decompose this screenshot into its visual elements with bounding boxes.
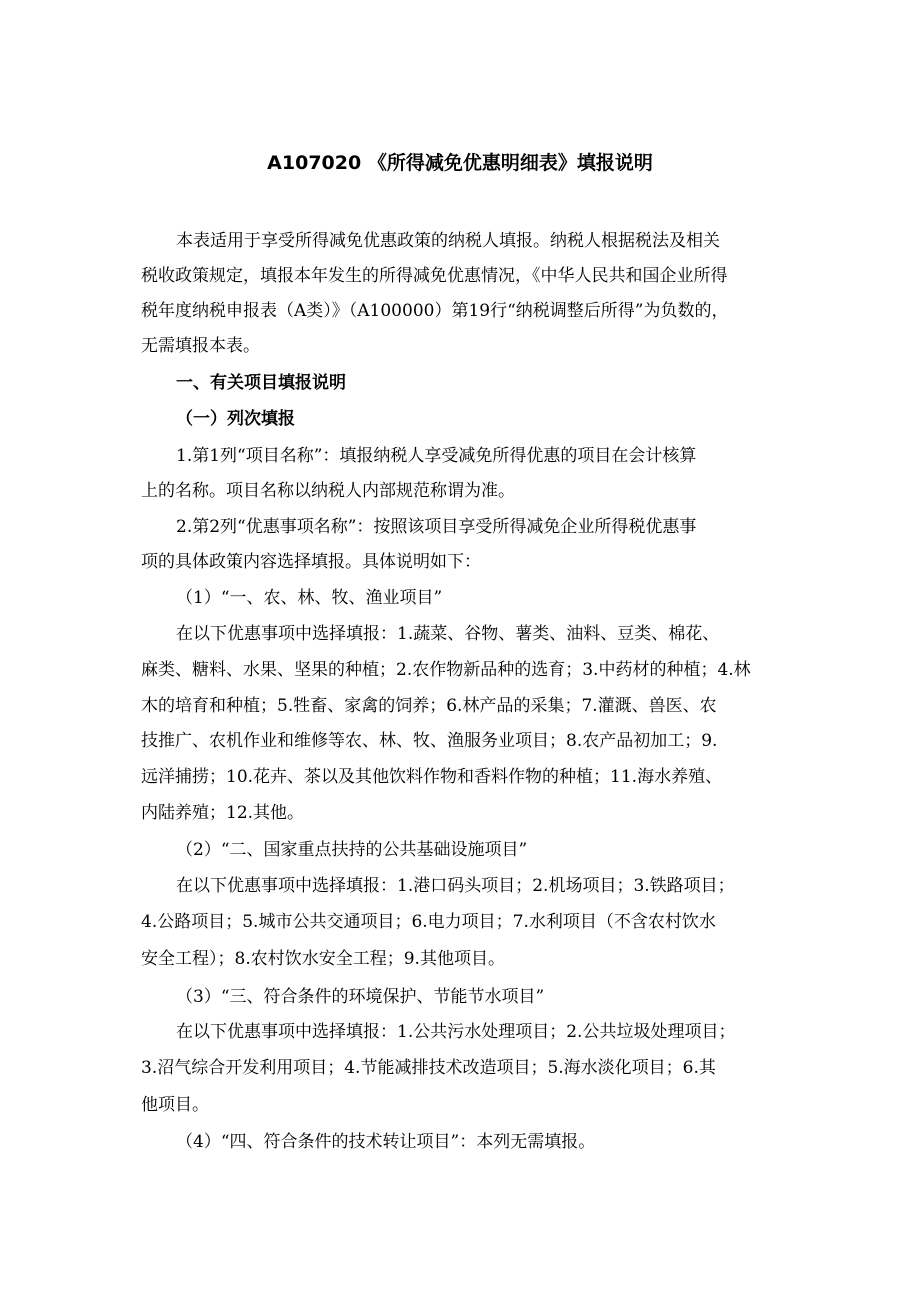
page-title: A107020 《所得减免优惠明细表》填报说明 [267,152,653,174]
section-heading: 一、有关项目填报说明 [176,373,346,393]
paragraph-line: 木的培育和种植；5.牲畜、家禽的饲养；6.林产品的采集；7.灌溉、兽医、农 [141,696,717,716]
paragraph-line: 4.公路项目；5.城市公共交通项目；6.电力项目；7.水利项目（不含农村饮水 [141,912,716,932]
paragraph-line: 税收政策规定，填报本年发生的所得减免优惠情况，《中华人民共和国企业所得 [141,266,728,286]
paragraph-line: 无需填报本表。 [141,336,260,356]
paragraph-line: 2.第2列“优惠事项名称”：按照该项目享受所得减免企业所得税优惠事 [176,517,697,537]
paragraph-line: 在以下优惠事项中选择填报：1.港口码头项目；2.机场项目；3.铁路项目； [176,876,735,896]
paragraph-line: 在以下优惠事项中选择填报：1.蔬菜、谷物、薯类、油料、豆类、棉花、 [176,624,720,644]
paragraph-line: 安全工程）；8.农村饮水安全工程；9.其他项目。 [141,949,505,969]
item-title: （3）“三、符合条件的环境保护、节能节水项目” [176,987,545,1007]
paragraph-line: 上的名称。项目名称以纳税人内部规范称谓为准。 [141,481,515,501]
item-title: （4）“四、符合条件的技术转让项目”：本列无需填报。 [176,1132,596,1152]
paragraph-line: 他项目。 [141,1095,209,1115]
paragraph-line: 项的具体政策内容选择填报。具体说明如下： [141,552,481,572]
paragraph-line: 技推广、农机作业和维修等农、林、牧、渔服务业项目；8.农产品初加工；9. [141,731,718,751]
item-title: （1）“一、农、林、牧、渔业项目” [176,588,443,608]
paragraph-line: 1.第1列“项目名称”：填报纳税人享受减免所得优惠的项目在会计核算 [176,446,697,466]
paragraph-line: 内陆养殖；12.其他。 [141,803,305,823]
subsection-heading: （一）列次填报 [176,409,295,429]
paragraph-line: 在以下优惠事项中选择填报：1.公共污水处理项目；2.公共垃圾处理项目； [176,1022,736,1042]
paragraph-line: 3.沼气综合开发利用项目；4.节能减排技术改造项目；5.海水淡化项目；6.其 [141,1058,716,1078]
paragraph-line: 远洋捕捞；10.花卉、茶以及其他饮料作物和香料作物的种植；11.海水养殖、 [141,767,723,787]
paragraph-line: 本表适用于享受所得减免优惠政策的纳税人填报。纳税人根据税法及相关 [176,231,720,251]
paragraph-line: 麻类、糖料、水果、坚果的种植；2.农作物新品种的选育；3.中药材的种植；4.林 [141,660,751,680]
paragraph-line: 税年度纳税申报表（A类）》（A100000）第19行“纳税调整后所得”为负数的， [141,301,729,321]
item-title: （2）“二、国家重点扶持的公共基础设施项目” [176,840,528,860]
